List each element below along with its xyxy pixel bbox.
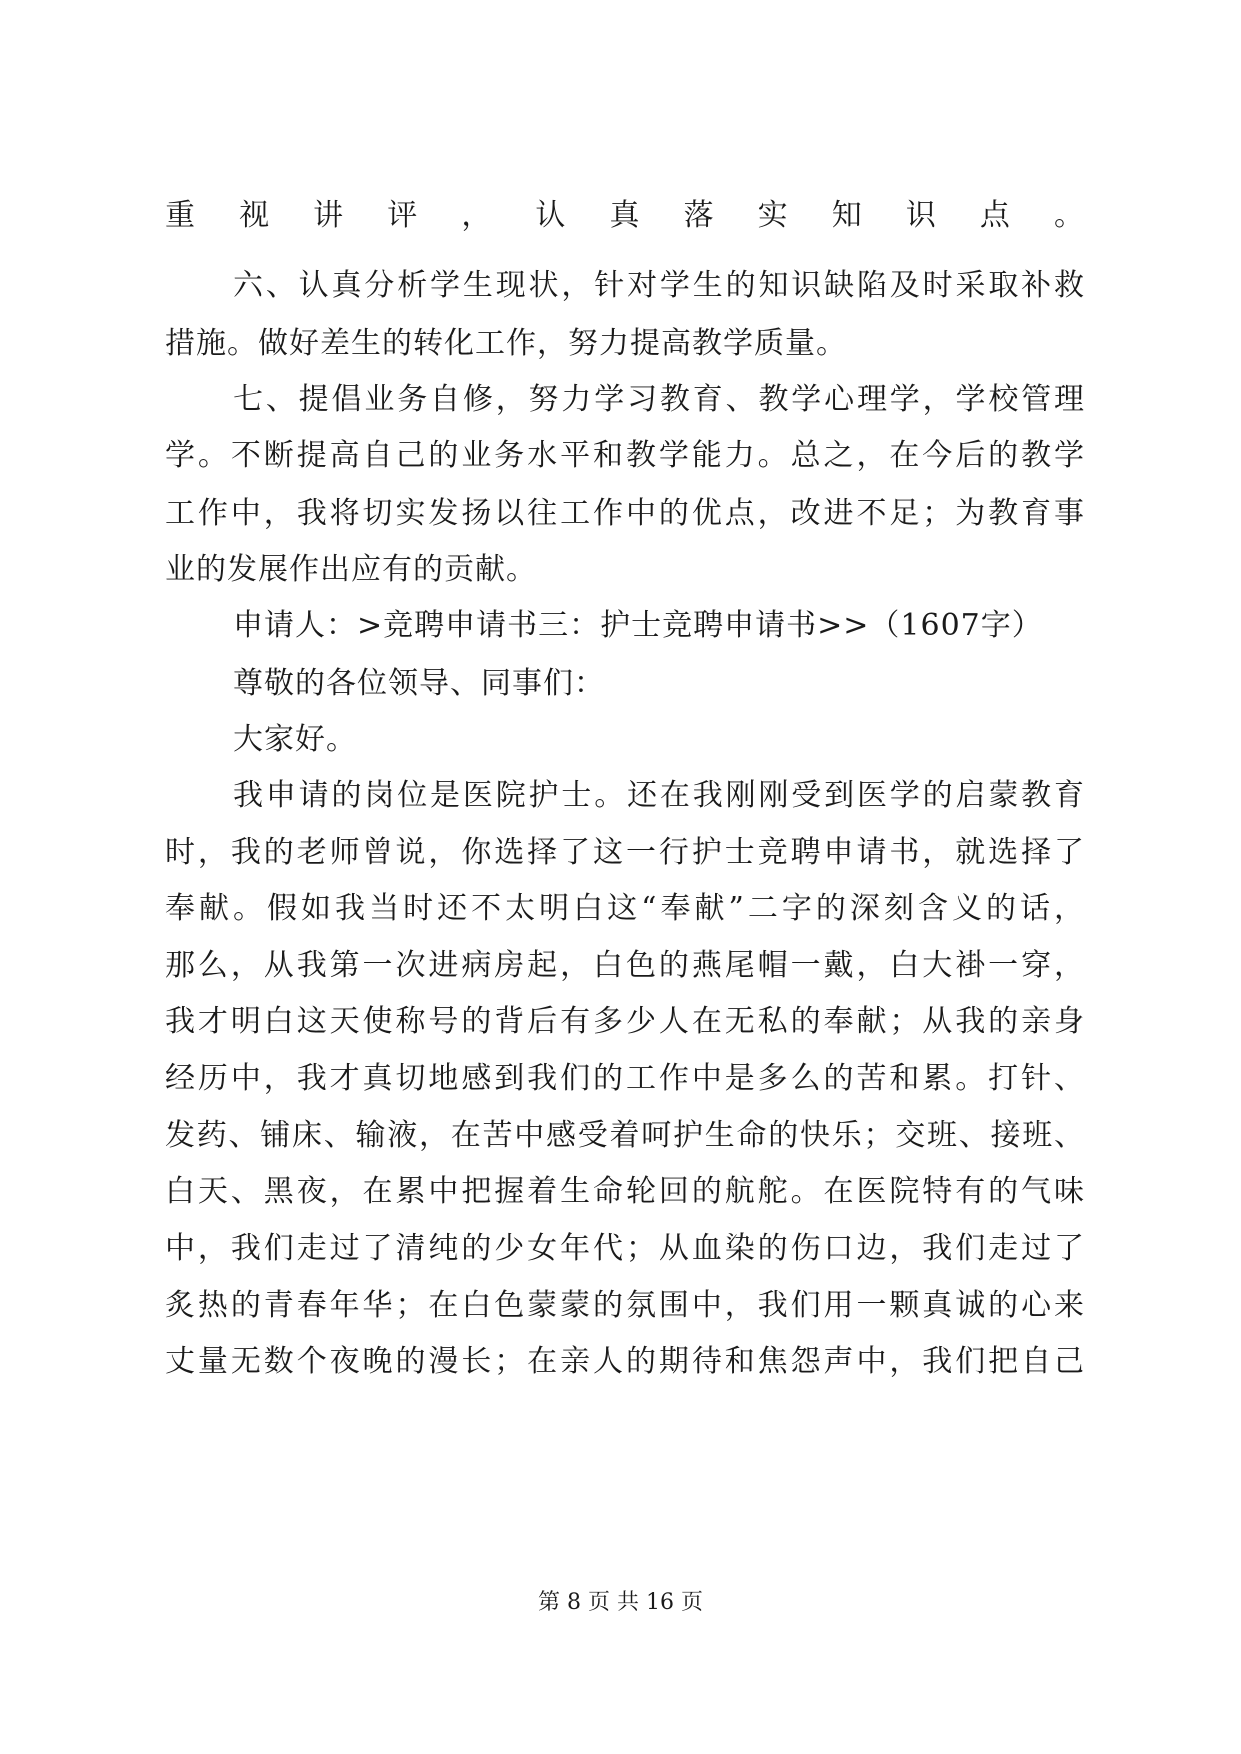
text-line: 中，我们走过了清纯的少女年代；从血染的伤口边，我们走过了 bbox=[165, 1231, 1085, 1266]
text-line: 尊敬的各位领导、同事们： bbox=[233, 666, 605, 701]
text-line: 申请人：>竞聘申请书三：护士竞聘申请书>>（1607字） bbox=[233, 608, 1043, 643]
text-line: 业的发展作出应有的贡献。 bbox=[165, 552, 537, 587]
text-line: 措施。做好差生的转化工作，努力提高教学质量。 bbox=[165, 326, 847, 361]
text-line: 时，我的老师曾说，你选择了这一行护士竞聘申请书，就选择了 bbox=[165, 835, 1085, 870]
text-line: 奉献。假如我当时还不太明白这“奉献”二字的深刻含义的话， bbox=[165, 891, 1085, 926]
text-line: 我才明白这天使称号的背后有多少人在无私的奉献；从我的亲身 bbox=[165, 1004, 1085, 1039]
page-number-footer: 第 8 页 共 16 页 bbox=[538, 1590, 703, 1615]
text-line: 那么，从我第一次进病房起，白色的燕尾帽一戴，白大褂一穿， bbox=[165, 948, 1085, 983]
text-line: 工作中，我将切实发扬以往工作中的优点，改进不足；为教育事 bbox=[165, 496, 1085, 531]
text-line: 白天、黑夜，在累中把握着生命轮回的航舵。在医院特有的气味 bbox=[165, 1174, 1085, 1209]
text-line: 学。不断提高自己的业务水平和教学能力。总之，在今后的教学 bbox=[165, 438, 1085, 473]
text-line: 大家好。 bbox=[233, 722, 357, 757]
text-line: 丈量无数个夜晚的漫长；在亲人的期待和焦怨声中，我们把自己 bbox=[165, 1344, 1085, 1379]
text-line: 发药、铺床、输液，在苦中感受着呵护生命的快乐；交班、接班、 bbox=[165, 1118, 1085, 1153]
text-line: 炙热的青春年华；在白色蒙蒙的氛围中，我们用一颗真诚的心来 bbox=[165, 1288, 1085, 1323]
text-line: 我申请的岗位是医院护士。还在我刚刚受到医学的启蒙教育 bbox=[233, 778, 1085, 813]
text-line: 重视讲评，认真落实知识点。 bbox=[165, 198, 1085, 233]
text-line: 七、提倡业务自修，努力学习教育、教学心理学，学校管理 bbox=[233, 382, 1085, 417]
text-line: 经历中，我才真切地感到我们的工作中是多么的苦和累。打针、 bbox=[165, 1061, 1085, 1096]
text-line: 六、认真分析学生现状，针对学生的知识缺陷及时采取补救 bbox=[233, 268, 1085, 303]
